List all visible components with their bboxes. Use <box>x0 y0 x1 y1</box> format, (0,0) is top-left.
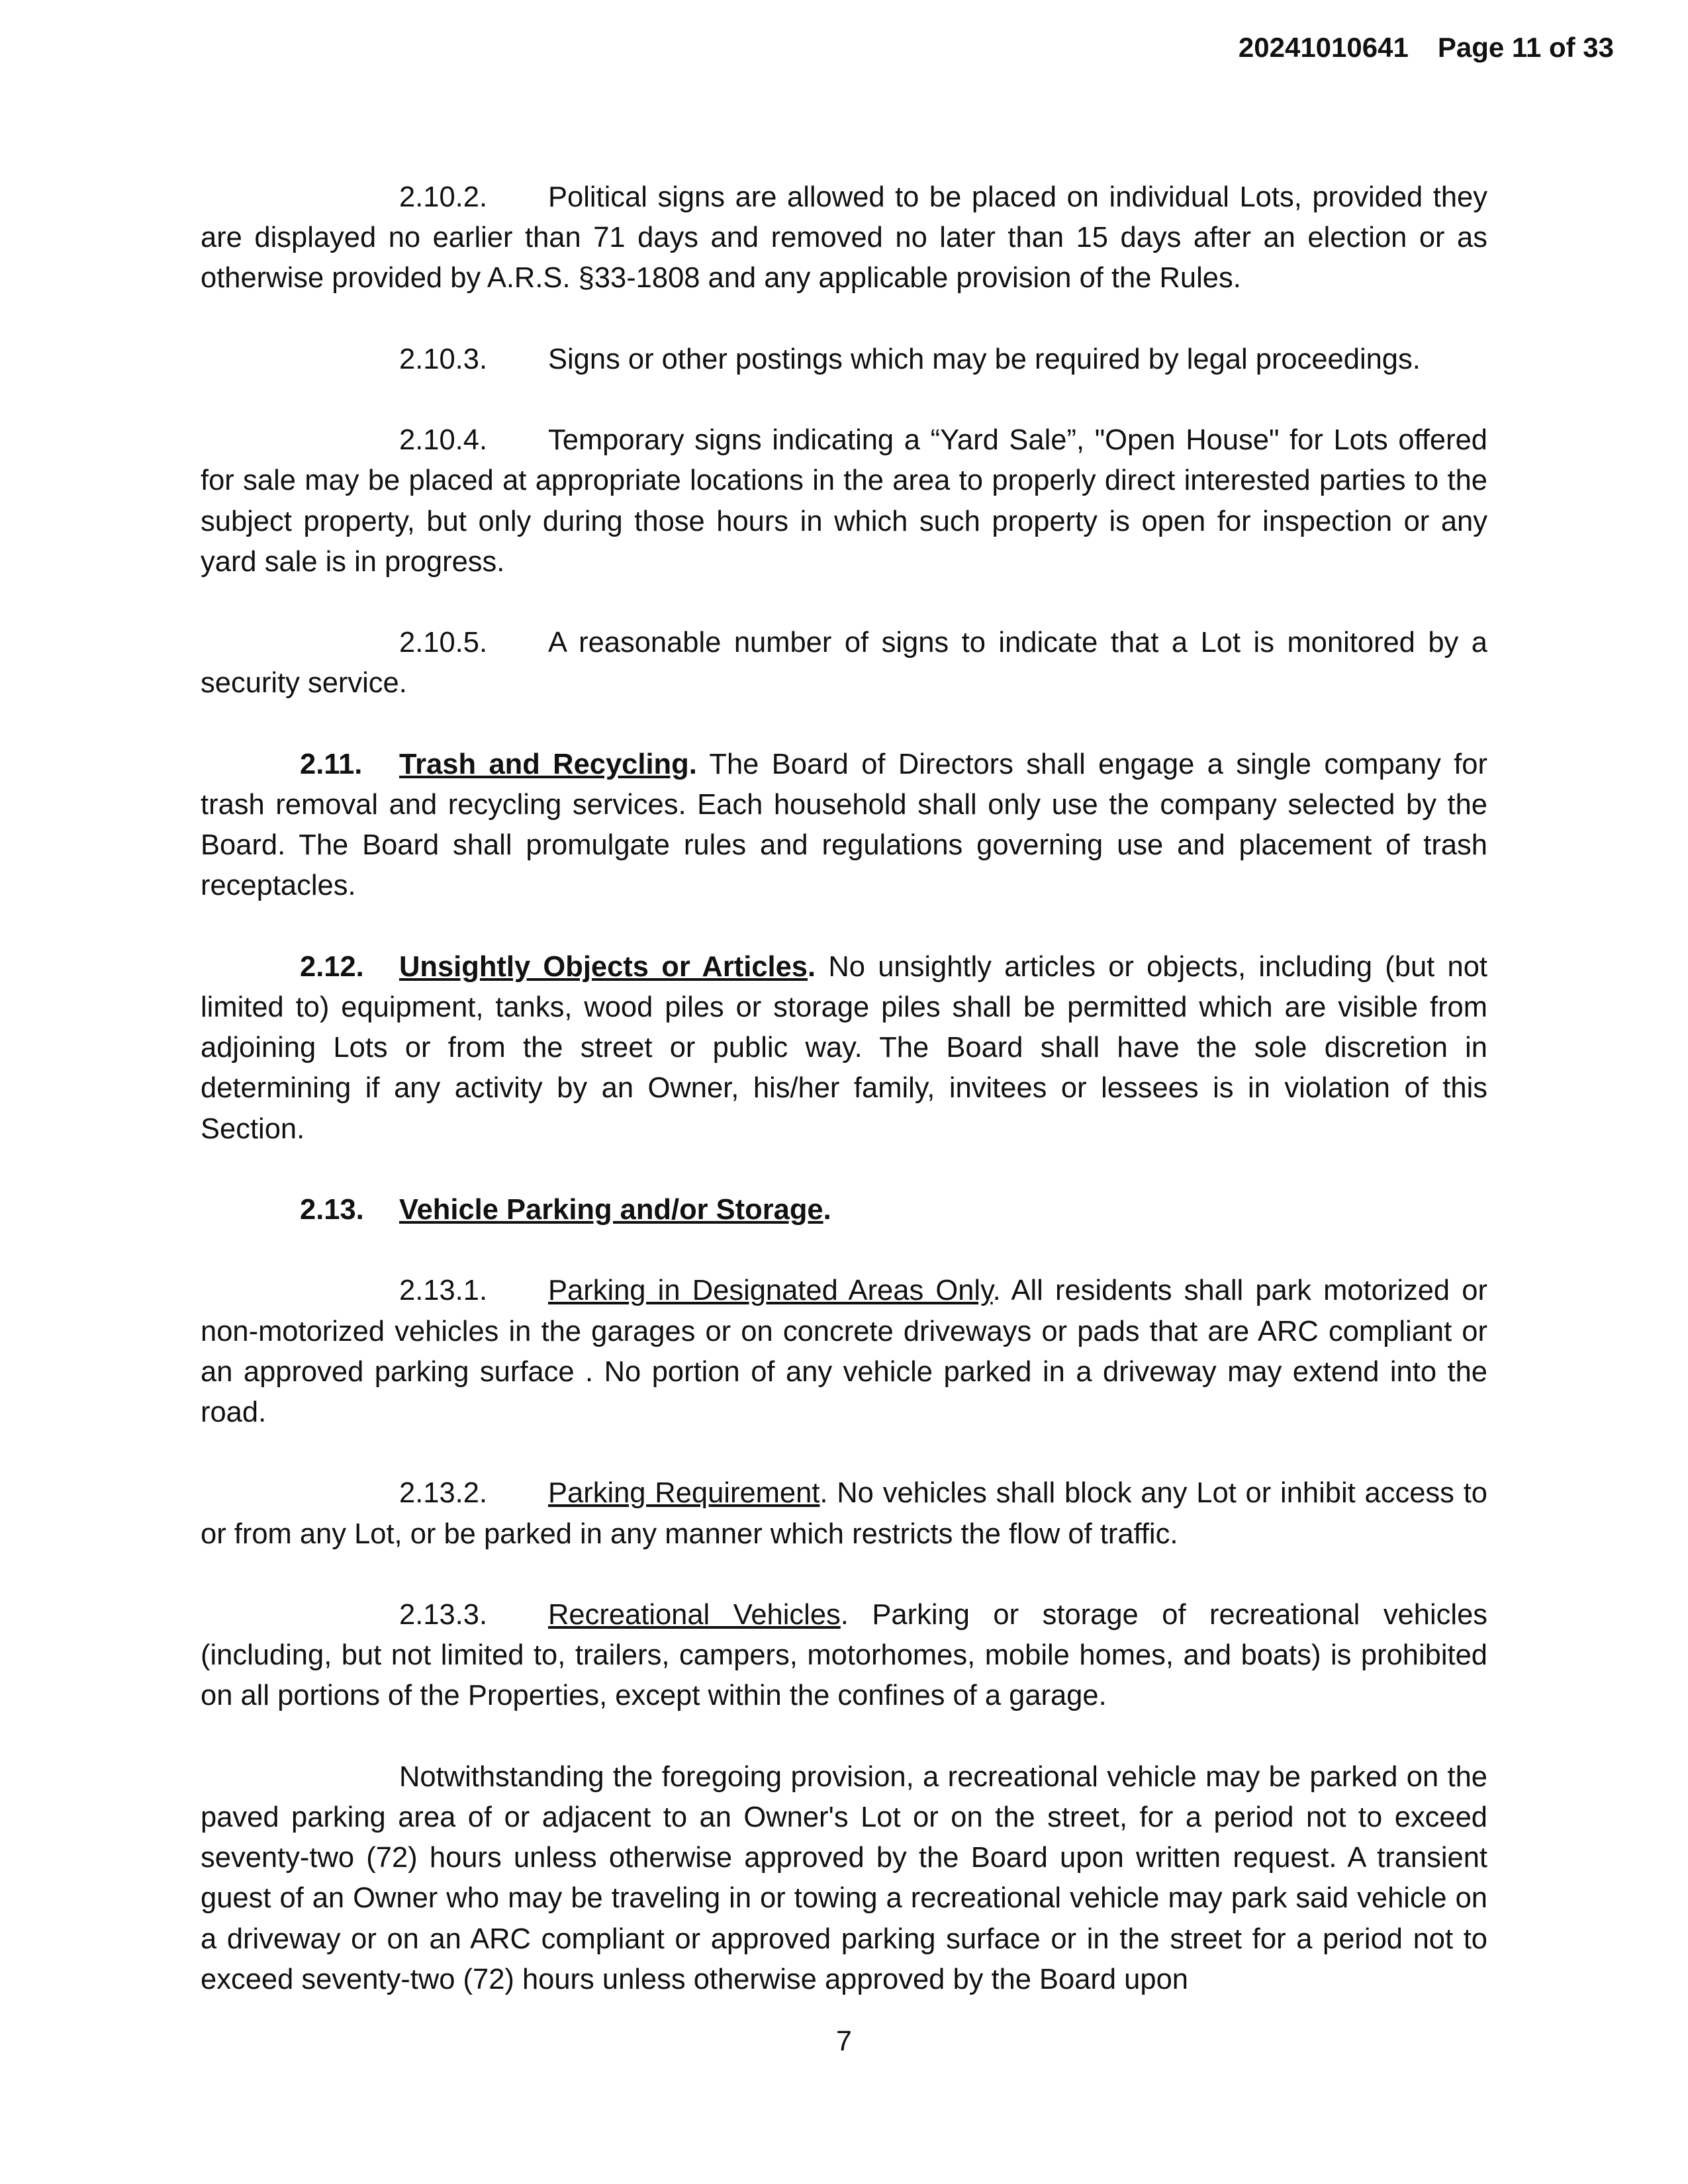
paragraph-text: No vehicles shall block any Lot or inhibit access to or from any Lot, or be parked in any manner which restricts the flow of traffic. <box>201 1477 1488 1550</box>
section-text: No unsightly articles or objects, including (but not limited to) equipment, tanks, wood piles or storage piles shall be permitted which are visible from adjoining Lots or from the street or public way. The Board shall have the sole discretion in determining if any activity by an Owner, his/her family, invitees or lessees is in violation of this Section. <box>201 950 1487 1145</box>
page-label: Page 11 of 33 <box>1437 32 1614 63</box>
paragraph-2-10-3 <box>201 340 1487 380</box>
paragraph-2-10-5 <box>201 623 1487 704</box>
section-number: 2.13. <box>300 1193 364 1226</box>
paragraph-text: Temporary signs indicating a “Yard Sale”, "Open House" for Lots offered for sale may be placed at appropriate locations in the area to properly direct interested parties to the subject property, but only during those hours in which such property is open for inspection or any yard sale is in progress. <box>201 424 1487 578</box>
paragraph-2-13-2: 2.13.2. Parking Requirement. No vehicles shall block any Lot or inhibit access to or from any Lot, or be parked in any manner which restricts the flow of traffic. <box>201 1473 1487 1554</box>
section-2-11: 2.11. Trash and Recycling. The Board of Directors shall engage a single company for trash removal and recycling services. Each household shall only use the company selected by the Board. The Board shall promulgate rules and regulations governing use and placement of trash receptacles. <box>201 745 1487 907</box>
paragraph-text: A reasonable number of signs to indicate that a Lot is monitored by a security service. <box>201 627 1487 700</box>
paragraph-text: Signs or other postings which may be required by legal proceedings. <box>548 343 1421 375</box>
section-number: 2.12. <box>300 950 364 983</box>
section-number: 2.11. <box>300 748 363 780</box>
page-number: 7 <box>836 2025 852 2057</box>
section-title: Trash and Recycling <box>399 748 689 780</box>
paragraph-number: 2.13.3. <box>399 1598 488 1631</box>
paragraph-title: Parking in Designated Areas Only <box>548 1275 993 1307</box>
section-2-12: 2.12. Unsightly Objects or Articles. No unsightly articles or objects, including (but not limited to) equipment, tanks, wood piles or storage piles shall be permitted which are visible from adjoining Lots or from the street or public way. The Board shall have the sole discretion in determining if any activity by an Owner, his/her family, invitees or lessees is in violation of this Section. <box>201 947 1487 1150</box>
paragraph-number: 2.13.2. <box>399 1477 488 1510</box>
paragraph-text: All residents shall park motorized or non-motorized vehicles in the garages or on concrete driveways or pads that are ARC compliant or an approved parking surface . No portion of any vehicle parked in a driveway may extend into the road. <box>201 1275 1487 1428</box>
paragraph-number: 2.10.4. <box>399 424 488 457</box>
paragraph-title: Recreational Vehicles <box>548 1598 841 1631</box>
section-text: The Board of Directors shall engage a single company for trash removal and recycling services. Each household shall only use the company selected by the Board. The Board shall promulgate rules and regulations governing use and placement of trash receptacles. <box>201 748 1487 902</box>
document-number: 20241010641 <box>1238 32 1409 63</box>
paragraph-notwithstanding: Notwithstanding the foregoing provision, a recreational vehicle may be parked on the paved parking area of or adjacent to an Owner's Lot or on the street, for a period not to exceed seventy-two (72) hours unless otherwise approved by the Board upon written request. A transient guest of an Owner who may be traveling in or towing a recreational vehicle may park said vehicle on a driveway or on an ARC compliant or approved parking surface or in the street for a period not to exceed seventy-two (72) hours unless otherwise approved by the Board upon <box>201 1760 1487 1995</box>
paragraph-2-10-2 <box>201 177 1487 299</box>
paragraph-text: Political signs are allowed to be placed on individual Lots, provided they are displayed no earlier than 71 days and removed no later than 15 days after an election or as otherwise provided by A.R.S. §33-1808 and any applicable provision of the Rules. <box>201 181 1487 295</box>
paragraph-number: 2.10.3. <box>399 343 488 375</box>
paragraph-text: Parking or storage of recreational vehicles (including, but not limited to, trailers, campers, motorhomes, mobile homes, and boats) is prohibited on all portions of the Properties, except within the confines of a garage. <box>201 1598 1488 1712</box>
paragraph-number: 2.13.1. <box>399 1275 488 1307</box>
page-header <box>1239 32 1614 64</box>
paragraph-number: 2.10.2. <box>399 181 488 213</box>
paragraph-2-13-1: 2.13.1. Parking in Designated Areas Only. All residents shall park motorized or non-motorized vehicles in the garages or on concrete driveways or pads that are ARC compliant or an approved parking surface . No portion of any vehicle parked in a driveway may extend into the road. <box>201 1271 1487 1433</box>
section-title: Unsightly Objects or Articles <box>399 950 808 983</box>
paragraph-2-10-4 <box>201 420 1487 582</box>
paragraph-title: Parking Requirement <box>548 1477 820 1510</box>
section-2-13: 2.13. Vehicle Parking and/or Storage. <box>201 1190 1487 1230</box>
paragraph-2-13-3: 2.13.3. Recreational Vehicles. Parking or storage of recreational vehicles (including, but not limited to, trailers, campers, motorhomes, mobile homes, and boats) is prohibited on all portions of the Properties, except within the confines of a garage. <box>201 1595 1487 1717</box>
paragraph-number: 2.10.5. <box>399 627 488 659</box>
document-body <box>201 177 1487 2040</box>
section-title: Vehicle Parking and/or Storage <box>399 1193 823 1226</box>
